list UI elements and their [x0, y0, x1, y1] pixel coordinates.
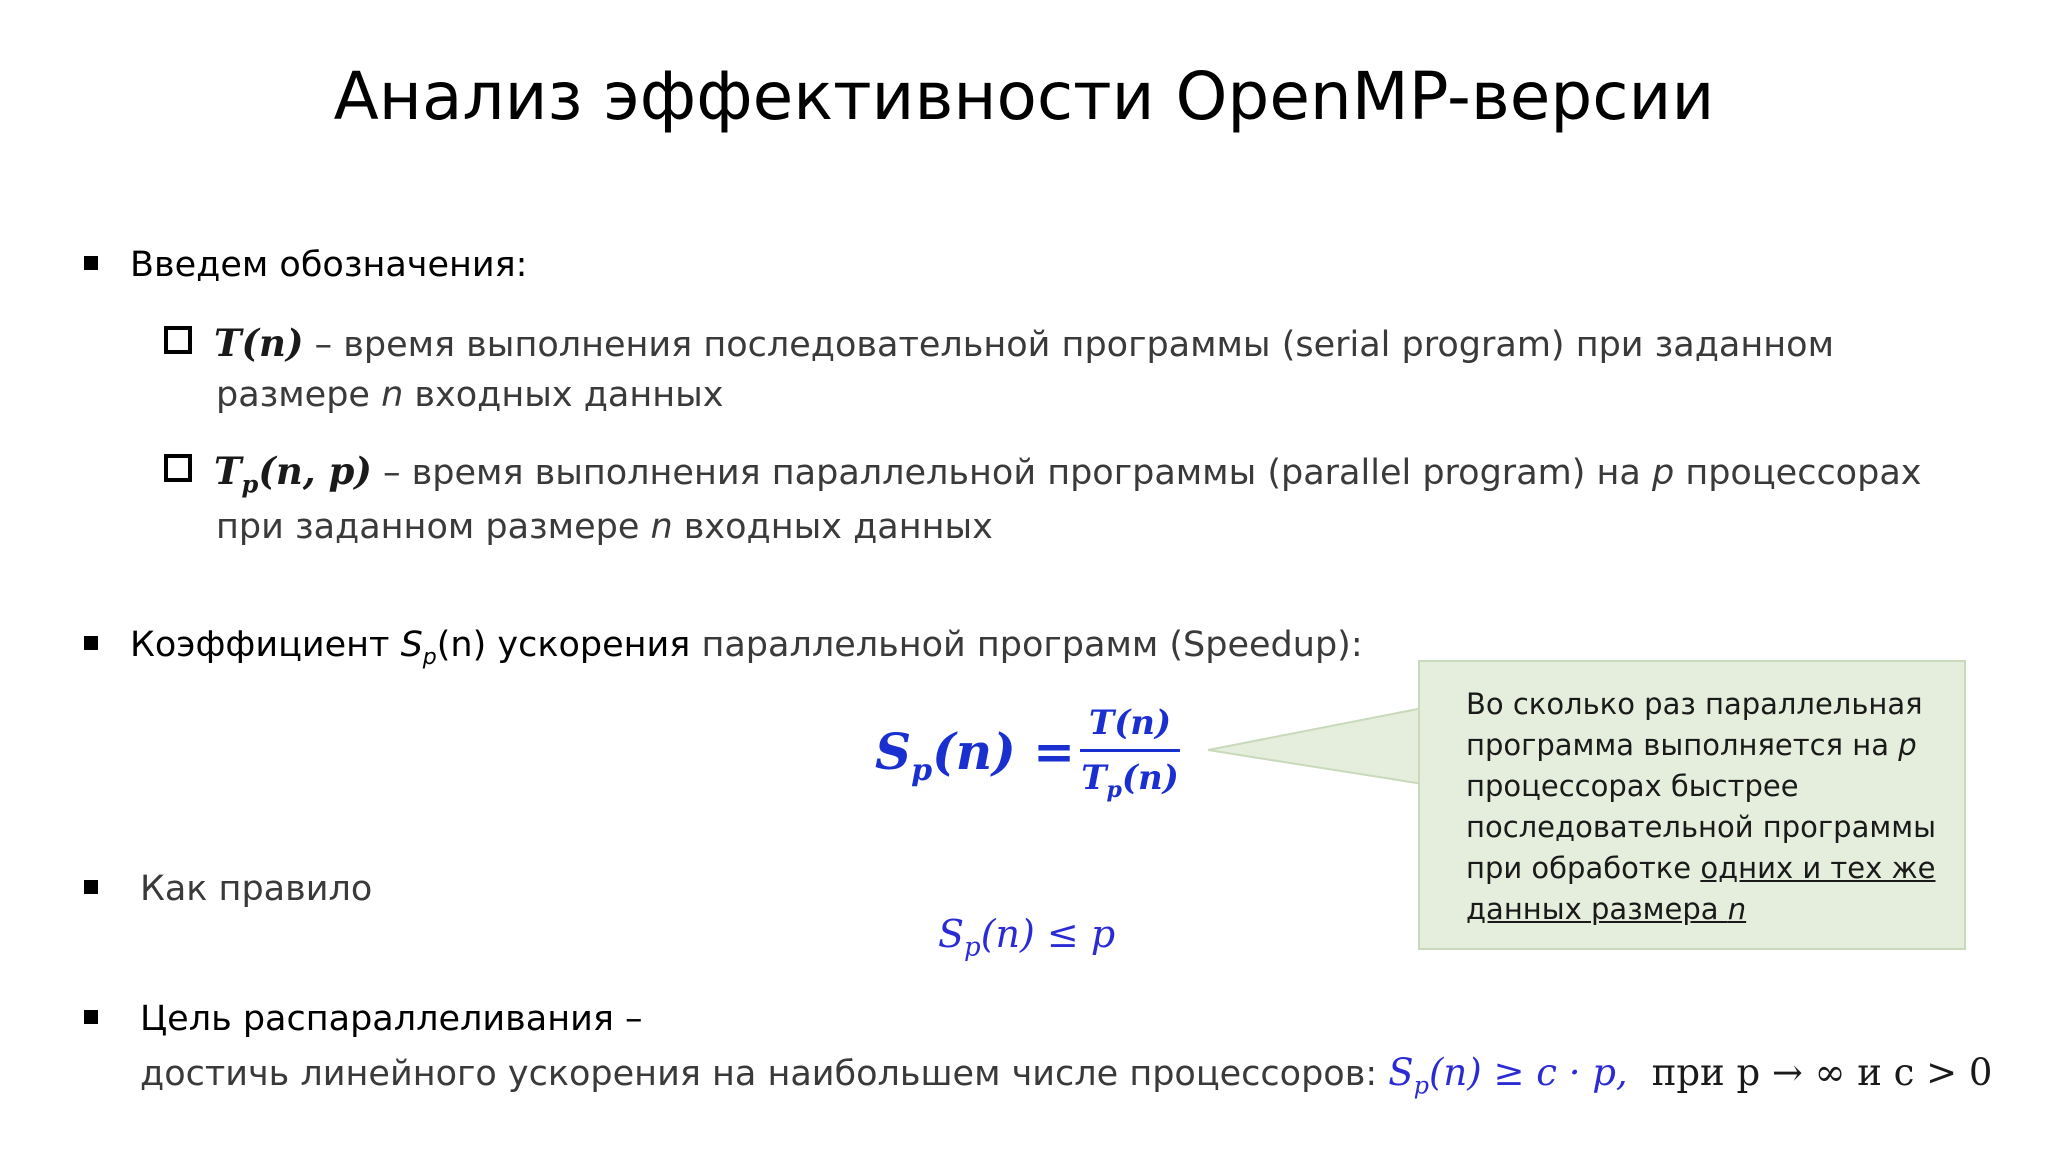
goal-condition: при p → ∞ и c > 0 — [1651, 1051, 1993, 1094]
formula-lhs: $S_p(n)$ = — [875, 722, 1076, 788]
symbol-T-n: T(n) — [214, 321, 304, 365]
bullet-marker — [84, 1010, 98, 1024]
callout-pointer — [1208, 700, 1423, 792]
formula-numerator: T(n) — [1088, 703, 1172, 743]
bullet-marker — [84, 880, 98, 894]
notation-heading: Введем обозначения: — [130, 245, 528, 285]
rule-label: Как правило — [140, 869, 373, 909]
rule-formula: $S_p(n) \le p$ — [938, 912, 1116, 963]
formula-fraction — [1080, 700, 1180, 813]
notation-item-1-line2: размере n входных данных — [216, 375, 724, 415]
notation-item-1-line1 — [214, 318, 1834, 370]
notation-item-2-line1: $T_p(n$, p) – время выполнения параллельной программы (parallel program) на p процессорах — [214, 449, 1922, 499]
speedup-bold: Коэффициент $S_p(n)$ ускорения — [130, 625, 691, 670]
slide-title: Анализ эффективности OpenMP-версии — [333, 58, 1715, 135]
formula-denominator: $T_p(n)$ — [1081, 758, 1179, 803]
fraction-bar — [1080, 749, 1180, 752]
notation-item-2-line2: при заданном размере n входных данных — [216, 507, 993, 547]
bullet-marker — [84, 636, 98, 650]
goal-line: достичь линейного ускорения на наибольшем числе процессоров: $S_p(n) \ge c \cdot p$, при p → ∞ и c > 0 — [140, 1051, 1993, 1100]
notation-item-1-desc: – время выполнения последовательной программы (serial program) при заданном — [314, 325, 1834, 365]
bullet-marker — [84, 256, 98, 270]
checkbox-bullet — [164, 326, 192, 354]
symbol-Tp-np: $T_p(n$, p) — [214, 449, 372, 499]
checkbox-bullet — [164, 454, 192, 482]
goal-heading: Цель распараллеливания – — [140, 999, 643, 1039]
goal-formula: $S_p(n) \ge c \cdot p$, — [1388, 1051, 1628, 1100]
callout-box: Во сколько раз параллельная программа выполняется на p процессорах быстрее последовательной программы при обработке одних и тех же данных размера n — [1418, 660, 1966, 950]
speedup-heading: Коэффициент $S_p(n)$ ускорения параллельной программ (Speedup): — [130, 625, 1363, 670]
